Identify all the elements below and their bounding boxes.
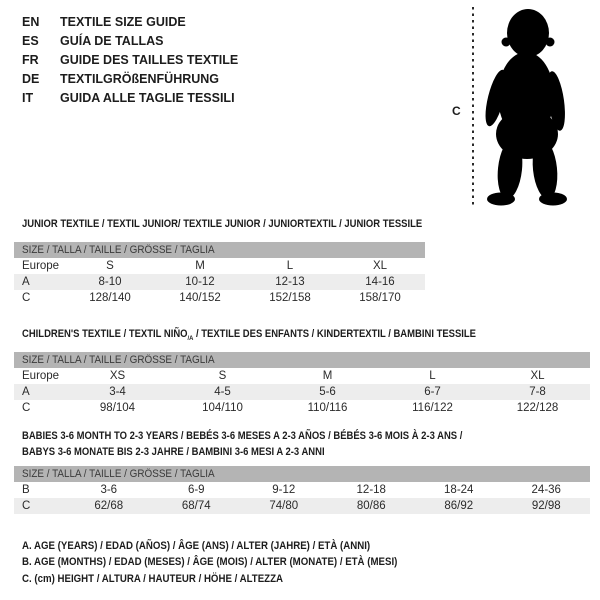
value-cell: 6-9 (187, 484, 205, 496)
value-cell: 80/86 (356, 500, 386, 512)
value-cell: 9-12 (272, 484, 296, 496)
value-cell: 3-6 (100, 484, 118, 496)
table-row (14, 258, 425, 274)
row-label-cell: Europe (22, 260, 60, 272)
value-cell: 12-18 (356, 484, 386, 496)
value-cell: 122/128 (516, 402, 559, 414)
language-row (22, 13, 238, 32)
table-row (14, 368, 590, 384)
table-row (14, 274, 425, 290)
legend-notes (22, 538, 449, 587)
size-header-bar (14, 242, 425, 258)
table-row (14, 498, 590, 514)
language-title: GUIDA ALLE TAGLIE TESSILI (60, 91, 235, 105)
size-header-bar (14, 352, 590, 368)
value-cell: 110/116 (307, 402, 348, 414)
value-cell: 24-36 (531, 484, 561, 496)
row-label-cell: Europe (22, 370, 60, 382)
value-cell: 3-4 (109, 386, 126, 398)
value-cell: 62/68 (94, 500, 124, 512)
table-row (14, 384, 590, 400)
row-label-cell: A (22, 276, 30, 288)
row-label-cell: C (22, 500, 31, 512)
size-header-label: SIZE / TALLA / TAILLE / GRÖSSE / TAGLIA (22, 244, 215, 256)
value-cell: 104/110 (202, 402, 243, 414)
language-title: GUIDE DES TAILLES TEXTILE (60, 53, 239, 67)
row-label-cell: A (22, 386, 30, 398)
height-dimension-label: C (452, 104, 461, 118)
value-cell: 74/80 (269, 500, 299, 512)
value-cell: S (106, 260, 114, 272)
language-title-list (22, 13, 238, 108)
babies-size-table (14, 482, 590, 514)
value-cell: 14-16 (365, 276, 395, 288)
value-cell: 128/140 (89, 292, 131, 304)
value-cell: L (286, 260, 294, 272)
section-title-line: BABIES 3-6 MONTH TO 2-3 YEARS / BEBÉS 3-6 MESES A 2-3 AÑOS / BÉBÉS 3-6 MOIS À 2-3 ANS / (22, 430, 463, 442)
note-age-years: A. AGE (YEARS) / EDAD (AÑOS) / ÂGE (ANS) / ALTER (JAHRE) / ETÀ (ANNI) (22, 540, 371, 552)
junior-size-table (14, 258, 425, 306)
section-title (22, 216, 422, 232)
section-title-line: CHILDREN'S TEXTILE / TEXTIL $NIÑO_{/A}$ / TEXTILE DES ENFANTS / KINDERTEXTIL / BAMBINI TESSILE (22, 328, 476, 343)
table-row (14, 482, 590, 498)
value-cell: 140/152 (179, 292, 221, 304)
language-code: EN (22, 15, 40, 29)
table-row (14, 400, 590, 416)
value-cell: 8-10 (98, 276, 122, 288)
value-cell: 116/122 (412, 402, 453, 414)
language-title: GUÍA DE TALLAS (60, 34, 164, 48)
value-cell: XL (372, 260, 388, 272)
value-cell: 92/98 (531, 500, 561, 512)
language-row (22, 32, 238, 51)
value-cell: 4-5 (214, 386, 231, 398)
value-cell: 68/74 (181, 500, 211, 512)
language-code: ES (22, 34, 39, 48)
language-row (22, 70, 238, 89)
section-title-line: BABYS 3-6 MONATE BIS 2-3 JAHRE / BAMBINI 3-6 MESI A 2-3 ANNI (22, 446, 325, 458)
language-row (22, 89, 238, 108)
value-cell: M (322, 370, 333, 382)
language-title: TEXTILE SIZE GUIDE (60, 15, 186, 29)
value-cell: 18-24 (444, 484, 474, 496)
table-row (14, 290, 425, 306)
value-cell: 5-6 (319, 386, 336, 398)
note-height-cm: C. (cm) HEIGHT / ALTURA / HAUTEUR / HÖHE / ALTEZZA (22, 572, 284, 585)
value-cell: 12-13 (275, 276, 305, 288)
value-cell: 10-12 (185, 276, 215, 288)
baby-silhouette-icon (480, 6, 570, 209)
value-cell: 152/158 (269, 292, 311, 304)
value-cell: 98/104 (99, 402, 136, 414)
value-cell: L (429, 370, 436, 382)
language-code: DE (22, 72, 40, 86)
size-header-label: SIZE / TALLA / TAILLE / GRÖSSE / TAGLIA (22, 354, 215, 366)
value-cell: XL (530, 370, 545, 382)
value-cell: 6-7 (424, 386, 441, 398)
height-dimension-line (472, 7, 474, 208)
row-label-cell: C (22, 402, 31, 414)
language-code: FR (22, 53, 39, 67)
section-title (22, 428, 462, 460)
language-code: IT (22, 91, 34, 105)
value-cell: 158/170 (359, 292, 401, 304)
value-cell: XS (109, 370, 126, 382)
row-label-cell: B (22, 484, 30, 496)
value-cell: M (195, 260, 205, 272)
note-age-months: B. AGE (MONTHS) / EDAD (MESES) / ÂGE (MOIS) / ALTER (MONATE) / ETÀ (MESI) (22, 556, 398, 569)
language-row (22, 51, 238, 70)
language-title: TEXTILGRÖßENFÜHRUNG (60, 72, 220, 86)
children-size-table (14, 368, 590, 416)
size-header-label: SIZE / TALLA / TAILLE / GRÖSSE / TAGLIA (22, 468, 215, 480)
value-cell: 7-8 (529, 386, 546, 398)
value-cell: S (218, 370, 227, 382)
section-title-line: JUNIOR TEXTILE / TEXTIL JUNIOR/ TEXTILE JUNIOR / JUNIORTEXTIL / JUNIOR TESSILE (22, 218, 423, 230)
section-title (22, 326, 476, 347)
row-label-cell: C (22, 292, 31, 304)
size-header-bar (14, 466, 590, 482)
value-cell: 86/92 (444, 500, 474, 512)
